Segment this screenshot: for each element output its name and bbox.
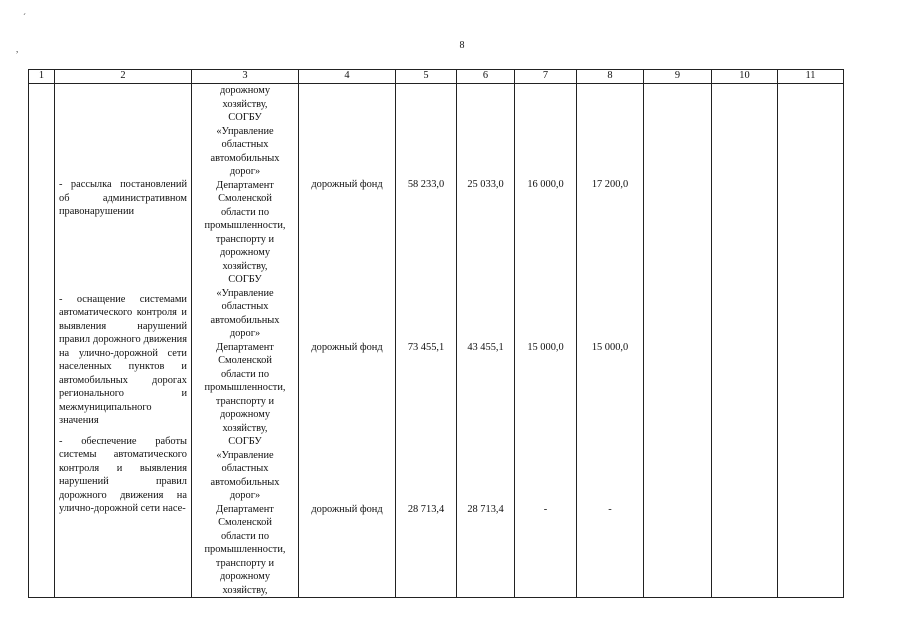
budget-table [28,69,844,598]
spacer [519,354,572,503]
column-header: 10 [712,70,778,84]
activity-text: - обеспечение работы системы автоматического контроля и выявления нарушений правил дорожного движения на улично-дорожной сети насе- [59,435,187,514]
spacer [581,84,639,178]
column-header: 6 [457,70,515,84]
spacer [519,192,572,341]
spacer [461,192,510,341]
column-header: 7 [515,70,577,84]
page-number: 8 [459,40,465,51]
spacer [303,192,391,341]
cell-col3 [192,84,299,598]
spacer [519,84,572,178]
amount-year3: 15 000,0 [591,341,629,353]
activity-text: - рассылка постановлений об административном правонарушении [59,179,187,217]
scan-speck: ˊ [23,12,26,22]
column-header: 2 [55,70,192,84]
spacer [59,219,187,293]
scan-speck: , [16,44,19,54]
cell-col11 [778,84,844,598]
amount-year2: 16 000,0 [527,179,564,190]
amount-year2: 15 000,0 [527,341,564,353]
cell-col7 [515,84,577,598]
funding-source: дорожный фонд [311,179,383,190]
amount-year1: 25 033,0 [467,179,504,190]
column-header: 9 [644,70,712,84]
amount-year2: - [543,504,548,515]
executor-text: Департамент Смоленской области по промышленности, транспорту и дорожному хозяйству, СОГБУ «Управление областных автомобильных дорог» [204,341,286,501]
amount-year1: 28 713,4 [467,504,504,515]
funding-source: дорожный фонд [311,341,383,353]
amount-total: 73 455,1 [407,341,445,353]
spacer [581,354,639,503]
spacer [303,354,391,503]
column-header: 5 [396,70,457,84]
cell-col2 [55,84,192,598]
table-header-row [29,70,844,84]
column-header: 11 [778,70,844,84]
spacer [59,428,187,435]
cell-col4 [299,84,396,598]
executor-text: дорожному хозяйству, СОГБУ «Управление областных автомобильных дорог» [210,85,280,177]
column-header: 3 [192,70,299,84]
cell-col1 [29,84,55,598]
column-header: 8 [577,70,644,84]
cell-col9 [644,84,712,598]
column-header: 4 [299,70,396,84]
spacer [303,84,391,178]
spacer [59,84,187,178]
spacer [461,84,510,178]
amount-year3: 17 200,0 [591,179,629,190]
spacer [400,354,452,503]
activity-text: - оснащение системами автоматического контроля и выявления нарушений правил дорожного движения на улично-дорожной сети населенных пунктов и автомобильных дорогах регионального и межмуниципального значения [59,293,187,426]
cell-col5 [396,84,457,598]
table-body-row [29,84,844,598]
column-header: 1 [29,70,55,84]
spacer [581,192,639,341]
spacer [400,192,452,341]
cell-col6 [457,84,515,598]
spacer [400,84,452,178]
executor-text: Департамент Смоленской области по промышленности, транспорту и дорожному хозяйству, СОГБУ «Управление областных автомобильных дорог» [204,179,286,339]
executor-text: Департамент Смоленской области по промышленности, транспорту и дорожному хозяйству, [204,503,286,596]
cell-col10 [712,84,778,598]
amount-year3: - [608,504,612,515]
amount-year1: 43 455,1 [467,341,504,353]
amount-total: 28 713,4 [407,504,445,515]
cell-col8 [577,84,644,598]
funding-source: дорожный фонд [311,504,383,515]
spacer [461,354,510,503]
amount-total: 58 233,0 [407,179,445,190]
